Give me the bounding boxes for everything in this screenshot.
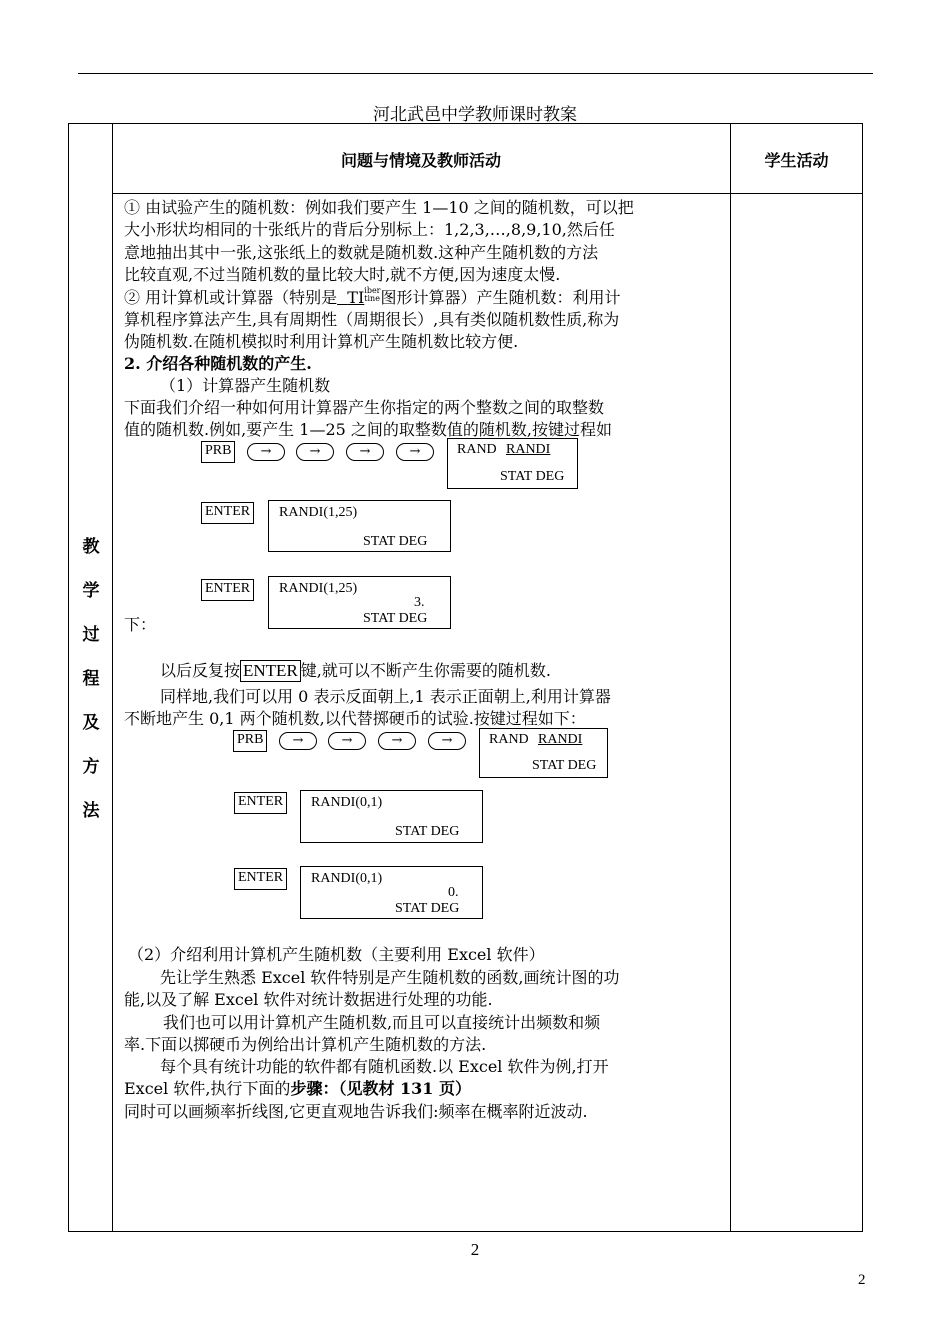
screen-expression: RANDI(0,1)	[311, 795, 383, 810]
screen-result: 0.	[448, 885, 459, 900]
text-span: 键,就可以不断产生你需要的随机数.	[300, 661, 551, 680]
screen-result: 3.	[414, 595, 425, 610]
screen-status: STAT DEG	[395, 901, 460, 916]
screen-status: STAT DEG	[500, 469, 565, 484]
paragraph-line: 下面我们介绍一种如何用计算器产生你指定的两个整数之间的取整数	[124, 398, 605, 417]
page-number: 2	[470, 1240, 480, 1259]
paragraph-line: 算机程序算法产生,具有周期性（周期很长）,具有类似随机数性质,称为	[124, 310, 620, 329]
menu-randi: RANDI	[506, 442, 551, 457]
calculator-screen	[447, 438, 578, 489]
menu-rand: RAND	[489, 732, 529, 747]
screen-status: STAT DEG	[532, 758, 597, 773]
enter-key: ENTER	[201, 579, 254, 601]
paragraph-line: 先让学生熟悉 Excel 软件特别是产生随机数的函数,画统计图的功	[160, 968, 620, 987]
paragraph-line: 比较直观,不过当随机数的量比较大时,就不方便,因为速度太慢.	[124, 265, 561, 284]
header-row-divider	[112, 193, 863, 194]
model-superscript: iber	[364, 286, 381, 295]
right-arrow-icon: →	[279, 732, 317, 750]
paragraph-line: 不断地产生 0,1 两个随机数,以代替掷硬币的试验.按键过程如下：	[124, 709, 586, 728]
calculator-screen	[300, 790, 483, 843]
subsection-heading: （1）计算器产生随机数	[160, 376, 331, 395]
side-label-char: 法	[82, 801, 100, 821]
calculator-model-name: TI	[347, 288, 365, 307]
subsection-heading: （2）介绍利用计算机产生随机数（主要利用 Excel 软件）	[128, 945, 545, 964]
text-span: ② 用计算机或计算器（特别是	[124, 288, 338, 307]
paragraph-line: 意地抽出其中一张,这张纸上的数就是随机数.这种产生随机数的方法	[124, 243, 599, 262]
calculator-screen	[479, 728, 608, 778]
screen-status: STAT DEG	[363, 534, 428, 549]
side-label-char: 程	[82, 669, 100, 689]
paragraph-line: 同样地,我们可以用 0 表示反面朝上,1 表示正面朝上,利用计算器	[160, 687, 611, 706]
column-header-teacher-activity: 问题与情境及教师活动	[340, 151, 501, 170]
paragraph-line: 率.下面以掷硬币为例给出计算机产生随机数的方法.	[124, 1035, 487, 1054]
paragraph-line	[124, 287, 724, 310]
screen-expression: RANDI(0,1)	[311, 871, 383, 886]
text-span: 图形计算器）产生随机数：利用计	[380, 288, 621, 307]
paragraph-line: 能,以及了解 Excel 软件对统计数据进行处理的功能.	[124, 990, 493, 1009]
side-label-char: 及	[82, 713, 100, 733]
paragraph-line	[160, 659, 760, 683]
menu-randi: RANDI	[538, 732, 583, 747]
header-rule	[78, 73, 873, 74]
screen-status: STAT DEG	[395, 824, 460, 839]
side-label-char: 学	[82, 581, 100, 601]
paragraph-line: 我们也可以用计算机产生随机数,而且可以直接统计出频数和频	[163, 1013, 601, 1032]
side-label-char: 方	[82, 757, 100, 777]
paragraph-line: 同时可以画频率折线图,它更直观地告诉我们:频率在概率附近波动.	[124, 1102, 588, 1121]
right-arrow-icon: →	[296, 443, 334, 461]
enter-key: ENTER	[234, 792, 287, 814]
paragraph-line: 伪随机数.在随机模拟时利用计算机产生随机数比较方便.	[124, 332, 519, 351]
right-arrow-icon: →	[247, 443, 285, 461]
section-heading: 2. 介绍各种随机数的产生.	[124, 354, 312, 373]
right-arrow-icon: →	[396, 443, 434, 461]
right-arrow-icon: →	[328, 732, 366, 750]
calculator-screen	[300, 866, 483, 919]
side-label	[70, 525, 112, 833]
school-title: 河北武邑中学教师课时教案	[373, 105, 577, 125]
textbook-reference: 步骤：（见教材 131 页）	[290, 1079, 471, 1098]
paragraph-line	[124, 1078, 724, 1101]
paragraph-line: 值的随机数.例如,要产生 1—25 之间的取整数值的随机数,按键过程如	[124, 420, 612, 439]
calculator-model-script	[364, 287, 380, 303]
enter-key-inline: ENTER	[240, 660, 301, 682]
text-span: 以后反复按	[160, 661, 241, 680]
right-arrow-icon: →	[378, 732, 416, 750]
model-subscript: tine	[364, 294, 380, 303]
paragraph-line: ① 由试验产生的随机数：例如我们要产生 1—10 之间的随机数，可以把	[124, 198, 634, 217]
calculator-model	[337, 288, 380, 307]
side-label-char: 教	[82, 537, 100, 557]
page-number-corner: 2	[858, 1272, 866, 1288]
column-header-student-activity: 学生活动	[764, 151, 829, 170]
enter-key: ENTER	[234, 868, 287, 890]
right-arrow-icon: →	[346, 443, 384, 461]
screen-expression: RANDI(1,25)	[279, 581, 358, 596]
paragraph-line: 下：	[124, 615, 157, 634]
side-column-divider	[112, 123, 113, 1232]
screen-status: STAT DEG	[363, 611, 428, 626]
paragraph-line: 大小形状均相同的十张纸片的背后分别标上：1,2,3,…,8,9,10,然后任	[124, 220, 615, 239]
screen-expression: RANDI(1,25)	[279, 505, 358, 520]
enter-key: ENTER	[201, 502, 254, 524]
paragraph-line: 每个具有统计功能的软件都有随机函数.以 Excel 软件为例,打开	[160, 1057, 609, 1076]
side-label-char: 过	[82, 625, 100, 645]
prb-key: PRB	[201, 441, 235, 463]
menu-rand: RAND	[457, 442, 497, 457]
right-arrow-icon: →	[428, 732, 466, 750]
text-span: Excel 软件,执行下面的	[124, 1079, 291, 1098]
prb-key: PRB	[233, 730, 267, 752]
calculator-screen	[268, 500, 451, 552]
